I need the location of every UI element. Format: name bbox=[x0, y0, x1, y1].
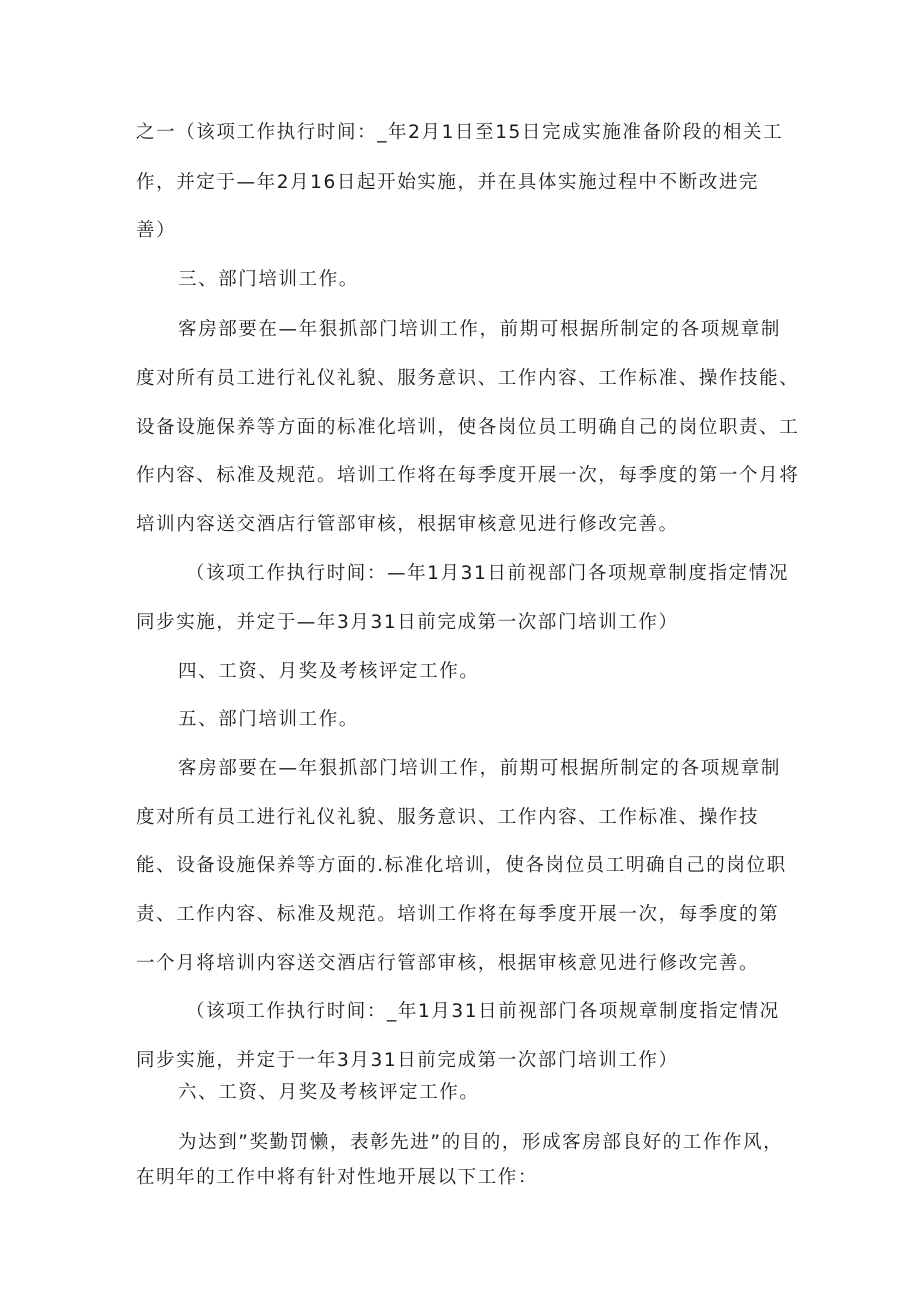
text-line: 能、设备设施保养等方面的.标准化培训，使各岗位员工明确自己的岗位职 bbox=[136, 855, 787, 876]
section-heading: 五、部门培训工作。 bbox=[178, 709, 359, 730]
text-line: 同步实施，并定于—年3月31日前完成第一次部门培训工作） bbox=[136, 612, 679, 633]
text-line: 作，并定于—年2月16日起开始实施，并在具体实施过程中不断改进完 bbox=[136, 172, 760, 193]
text-line: 度对所有员工进行礼仪礼貌、服务意识、工作内容、工作标准、操作技能、 bbox=[136, 368, 800, 389]
text-line: 作内容、标准及规范。培训工作将在每季度开展一次，每季度的第一个月将 bbox=[136, 465, 800, 486]
text-line: 一个月将培训内容送交酒店行管部审核，根据审核意见进行修改完善。 bbox=[136, 953, 760, 974]
text-line: 培训内容送交酒店行管部审核，根据审核意见进行修改完善。 bbox=[136, 514, 679, 535]
text-line: 同步实施，并定于一年3月31日前完成第一次部门培训工作） bbox=[136, 1050, 679, 1071]
text-line: 之一（该项工作执行时间：_年2月1日至15日完成实施准备阶段的相关工 bbox=[136, 122, 784, 143]
section-heading: 四、工资、月奖及考核评定工作。 bbox=[178, 661, 480, 682]
text-line: 为达到”奖勤罚懒，表彰先进”的目的，形成客房部良好的工作作风， bbox=[178, 1132, 784, 1153]
text-line: 客房部要在—年狠抓部门培训工作，前期可根据所制定的各项规章制 bbox=[178, 758, 782, 779]
text-line: 度对所有员工进行礼仪礼貌、服务意识、工作内容、工作标准、操作技 bbox=[136, 807, 760, 828]
section-heading: 三、部门培训工作。 bbox=[178, 269, 359, 290]
section-heading: 六、工资、月奖及考核评定工作。 bbox=[178, 1082, 480, 1103]
text-line: （该项工作执行时间：_年1月31日前视部门各项规章制度指定情况 bbox=[186, 1001, 780, 1022]
text-line: 善） bbox=[136, 220, 177, 241]
text-line: 设备设施保养等方面的标准化培训，使各岗位员工明确自己的岗位职责、工 bbox=[136, 417, 800, 438]
text-line: 客房部要在—年狠抓部门培训工作，前期可根据所制定的各项规章制 bbox=[178, 319, 782, 340]
text-line: 在明年的工作中将有针对性地开展以下工作： bbox=[136, 1167, 539, 1188]
text-line: （该项工作执行时间：—年1月31日前视部门各项规章制度指定情况 bbox=[186, 563, 789, 584]
text-line: 责、工作内容、标准及规范。培训工作将在每季度开展一次，每季度的第 bbox=[136, 904, 780, 925]
